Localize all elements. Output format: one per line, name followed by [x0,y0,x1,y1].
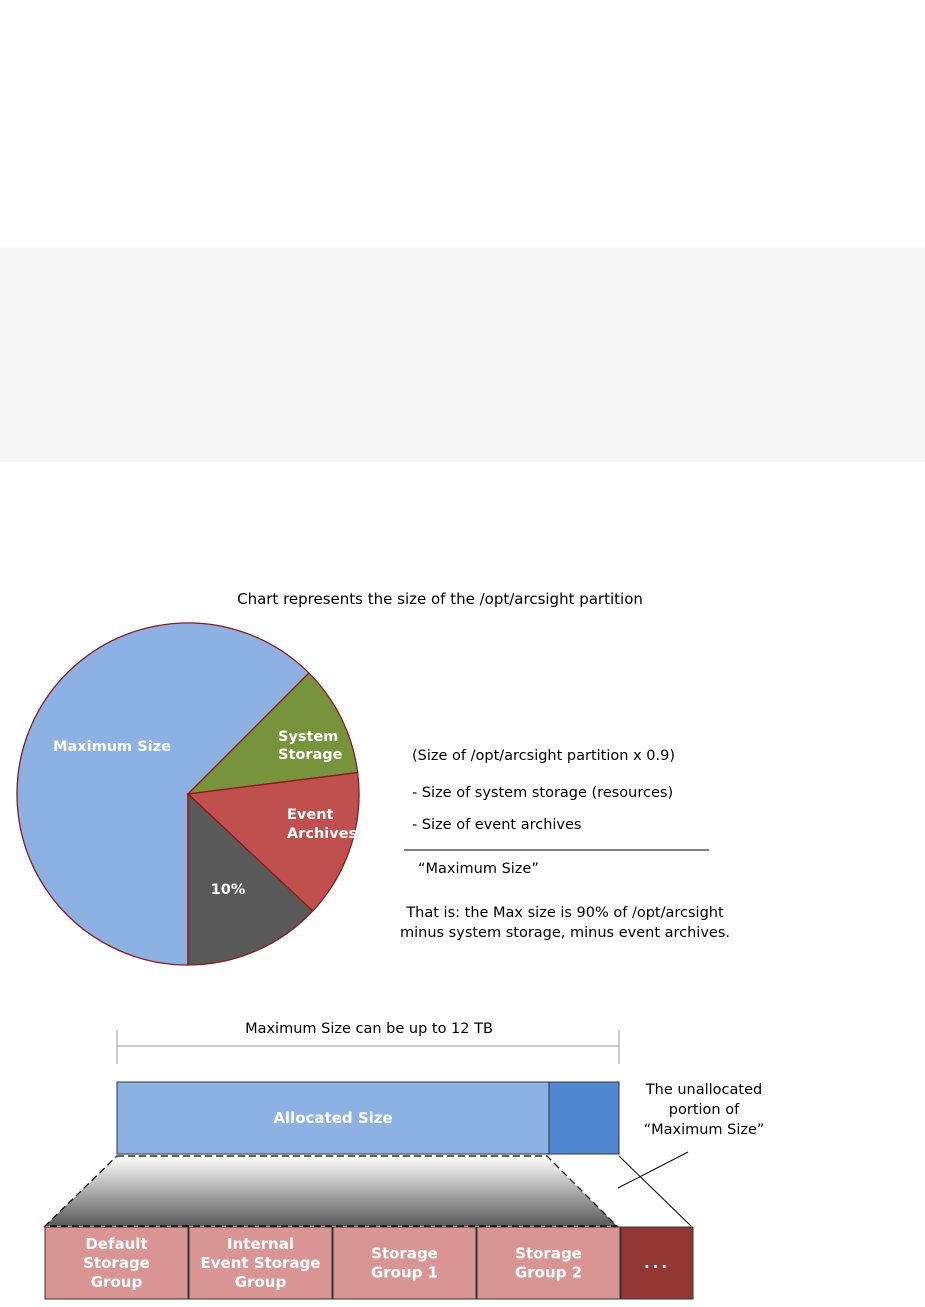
formula-line-1: (Size of /opt/arcsight partition x 0.9) [412,748,675,764]
storage-group-label-5: ... [643,1254,671,1272]
slice-label-event-archives: Event Archives [287,807,358,842]
storage-group-label-4: Storage Group 2 [514,1244,583,1282]
pie-chart [17,623,359,965]
unallocated-expansion-line [619,1156,691,1226]
storage-groups [45,1227,693,1299]
chart-title: Chart represents the size of the /opt/arcsight partition [237,590,643,608]
note-line-1: That is: the Max size is 90% of /opt/arcsight [406,905,724,921]
slice-label-ten-percent: 10% [210,882,246,898]
unallocated-note-line-3: “Maximum Size” [643,1122,765,1138]
unallocated-note-line-1: The unallocated [645,1082,763,1098]
storage-group-label-1: Default Storage Group [83,1235,150,1291]
storage-group-label-2: Internal Event Storage Group [200,1235,321,1291]
expansion-trapezoid [45,1156,617,1226]
unallocated-size-bar [549,1082,619,1154]
slice-label-system-storage: System Storage [278,729,343,763]
formula-line-2: - Size of system storage (resources) [412,785,674,801]
formula-result: “Maximum Size” [418,861,539,877]
unallocated-note-pointer [618,1152,688,1188]
range-bracket [117,1021,619,1064]
storage-group-label-3: Storage Group 1 [370,1244,439,1282]
unallocated-note-line-2: portion of [668,1102,740,1118]
formula-line-3: - Size of event archives [412,817,582,833]
size-bar [117,1082,619,1154]
slice-label-maximum-size: Maximum Size [53,739,171,755]
formula [400,748,730,941]
unallocated-note [618,1082,764,1188]
range-label: Maximum Size can be up to 12 TB [245,1021,493,1037]
note-line-2: minus system storage, minus event archives. [399,925,731,941]
allocated-size-label: Allocated Size [273,1109,393,1127]
